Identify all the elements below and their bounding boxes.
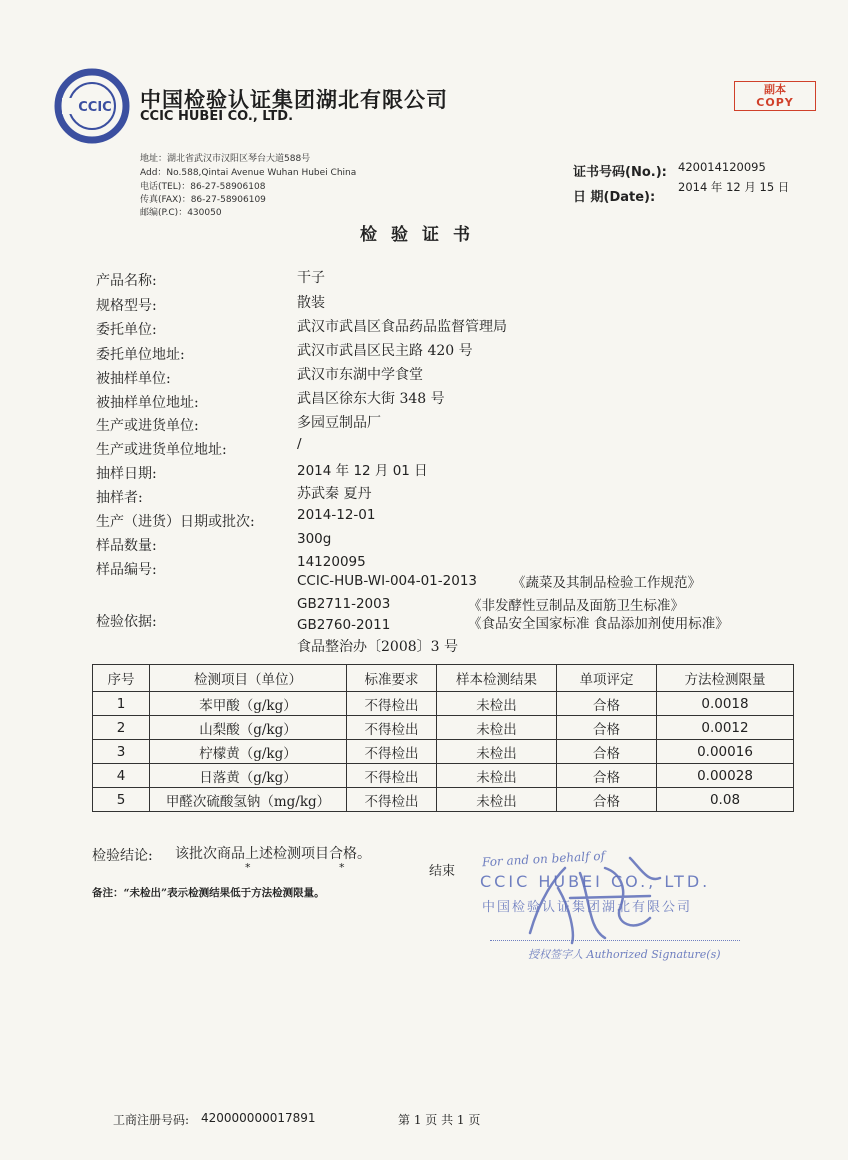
field-value: 武汉市东湖中学食堂: [297, 367, 423, 383]
basis-name: 《蔬菜及其制品检验工作规范》: [512, 575, 701, 591]
table-cell: 合格: [557, 740, 657, 764]
field-label: 被抽样单位:: [96, 371, 171, 387]
company-name-cn: 中国检验认证集团湖北有限公司: [140, 88, 448, 112]
results-table: [92, 664, 794, 812]
field-label: 生产（进货）日期或批次:: [96, 514, 255, 530]
table-cell: 合格: [557, 716, 657, 740]
basis-name: 《非发酵性豆制品及面筋卫生标准》: [468, 598, 684, 614]
header-cell: 样本检测结果: [437, 665, 557, 692]
ccic-logo: [54, 68, 130, 144]
certificate-no-label: 证书号码(No.):: [573, 165, 667, 180]
table-cell: 1: [93, 692, 150, 716]
table-cell: 0.08: [657, 788, 794, 812]
logo-text: CCIC: [78, 100, 112, 115]
basis-name: 《食品安全国家标准 食品添加剂使用标准》: [468, 616, 729, 632]
table-cell: 3: [93, 740, 150, 764]
field-value: 散装: [297, 295, 325, 311]
field-label: 生产或进货单位地址:: [96, 442, 227, 458]
field-label: 产品名称:: [96, 273, 157, 289]
certificate-date-label: 日 期(Date):: [573, 190, 656, 205]
basis-code: CCIC-HUB-WI-004-01-2013: [297, 573, 477, 589]
table-cell: 不得检出: [347, 788, 437, 812]
registration-number: 420000000017891: [201, 1111, 316, 1125]
field-value: 14120095: [297, 554, 366, 570]
signature-line: [490, 940, 740, 941]
stamp-on-behalf: For and on behalf of: [481, 848, 606, 870]
basis-code: GB2711-2003: [297, 596, 391, 612]
table-cell: 0.0012: [657, 716, 794, 740]
document-title: 检验证书: [360, 225, 484, 245]
table-cell: 未检出: [437, 716, 557, 740]
field-value: 多园豆制品厂: [297, 415, 381, 431]
table-row: [93, 764, 794, 788]
copy-stamp: [734, 81, 816, 111]
table-cell: 柠檬黄（g/kg）: [150, 740, 347, 764]
field-value: 武昌区徐东大街 348 号: [297, 391, 445, 407]
address-line: 地址：湖北省武汉市汉阳区琴台大道588号: [140, 154, 311, 164]
conclusion-label: 检验结论:: [92, 848, 153, 864]
certificate-no-value: 420014120095: [678, 160, 766, 174]
basis-code: GB2760-2011: [297, 617, 391, 633]
header-cell: 方法检测限量: [657, 665, 794, 692]
address-line: 邮编(P.C)：430050: [140, 208, 222, 218]
basis-code: 食品整治办〔2008〕3 号: [297, 639, 458, 655]
table-cell: 未检出: [437, 788, 557, 812]
field-label: 委托单位地址:: [96, 347, 185, 363]
field-value: 干子: [297, 270, 325, 286]
table-cell: 0.0018: [657, 692, 794, 716]
table-row: [93, 740, 794, 764]
conclusion-text: 该批次商品上述检测项目合格。: [175, 846, 371, 862]
address-line: 电话(TEL)：86-27-58906108: [140, 182, 266, 192]
field-label: 样品数量:: [96, 538, 157, 554]
stamp-company-cn: 中国检验认证集团湖北有限公司: [482, 900, 693, 915]
table-cell: 不得检出: [347, 740, 437, 764]
table-cell: 4: [93, 764, 150, 788]
table-cell: 0.00028: [657, 764, 794, 788]
header-cell: 检测项目（单位）: [150, 665, 347, 692]
certificate-date-value: 2014 年 12 月 15 日: [678, 180, 790, 194]
field-label: 规格型号:: [96, 298, 157, 314]
table-cell: 山梨酸（g/kg）: [150, 716, 347, 740]
table-row: [93, 788, 794, 812]
table-cell: 不得检出: [347, 692, 437, 716]
registration-label: 工商注册号码:: [113, 1113, 190, 1127]
header-cell: 单项评定: [557, 665, 657, 692]
field-value: 2014 年 12 月 01 日: [297, 463, 428, 479]
table-cell: 不得检出: [347, 764, 437, 788]
end-mark: 结束: [429, 864, 456, 879]
copy-stamp-en: COPY: [756, 96, 794, 109]
table-header-row: [93, 665, 794, 692]
field-value: 武汉市武昌区民主路 420 号: [297, 343, 473, 359]
field-value: 2014-12-01: [297, 507, 376, 523]
header-cell: 序号: [93, 665, 150, 692]
table-cell: 合格: [557, 788, 657, 812]
copy-stamp-cn: 副本: [764, 83, 786, 96]
remark-note: 备注：“未检出”表示检测结果低于方法检测限量。: [92, 887, 325, 899]
field-label: 被抽样单位地址:: [96, 395, 199, 411]
table-cell: 2: [93, 716, 150, 740]
field-value: /: [297, 436, 302, 452]
table-cell: 合格: [557, 764, 657, 788]
table-cell: 未检出: [437, 740, 557, 764]
table-cell: 苯甲酸（g/kg）: [150, 692, 347, 716]
field-value: 武汉市武昌区食品药品监督管理局: [297, 319, 507, 335]
end-asterisk: *: [245, 861, 251, 874]
table-cell: 不得检出: [347, 716, 437, 740]
field-label: 生产或进货单位:: [96, 418, 199, 434]
authorization-stamp: [470, 838, 760, 978]
table-cell: 合格: [557, 692, 657, 716]
stamp-signatory: 授权签字人 Authorized Signature(s): [528, 948, 721, 961]
address-line: 传真(FAX)：86-27-58906109: [140, 195, 266, 205]
table-cell: 甲醛次硫酸氢钠（mg/kg）: [150, 788, 347, 812]
table-cell: 未检出: [437, 692, 557, 716]
table-cell: 日落黄（g/kg）: [150, 764, 347, 788]
field-label: 抽样者:: [96, 490, 143, 506]
field-label: 样品编号:: [96, 562, 157, 578]
table-row: [93, 692, 794, 716]
header-cell: 标准要求: [347, 665, 437, 692]
field-value: 苏武秦 夏丹: [297, 486, 372, 502]
page-indicator: 第 1 页 共 1 页: [398, 1113, 481, 1127]
table-cell: 未检出: [437, 764, 557, 788]
table-row: [93, 716, 794, 740]
basis-label: 检验依据:: [96, 614, 157, 630]
field-value: 300g: [297, 531, 332, 547]
field-label: 抽样日期:: [96, 466, 157, 482]
stamp-company-en: CCIC HUBEI CO., LTD.: [480, 872, 711, 891]
end-asterisk: *: [339, 861, 345, 874]
address-line: Add：No.588,Qintai Avenue Wuhan Hubei China: [140, 168, 357, 178]
table-cell: 5: [93, 788, 150, 812]
table-cell: 0.00016: [657, 740, 794, 764]
company-name-en: CCIC HUBEI CO., LTD.: [140, 109, 294, 124]
field-label: 委托单位:: [96, 322, 157, 338]
